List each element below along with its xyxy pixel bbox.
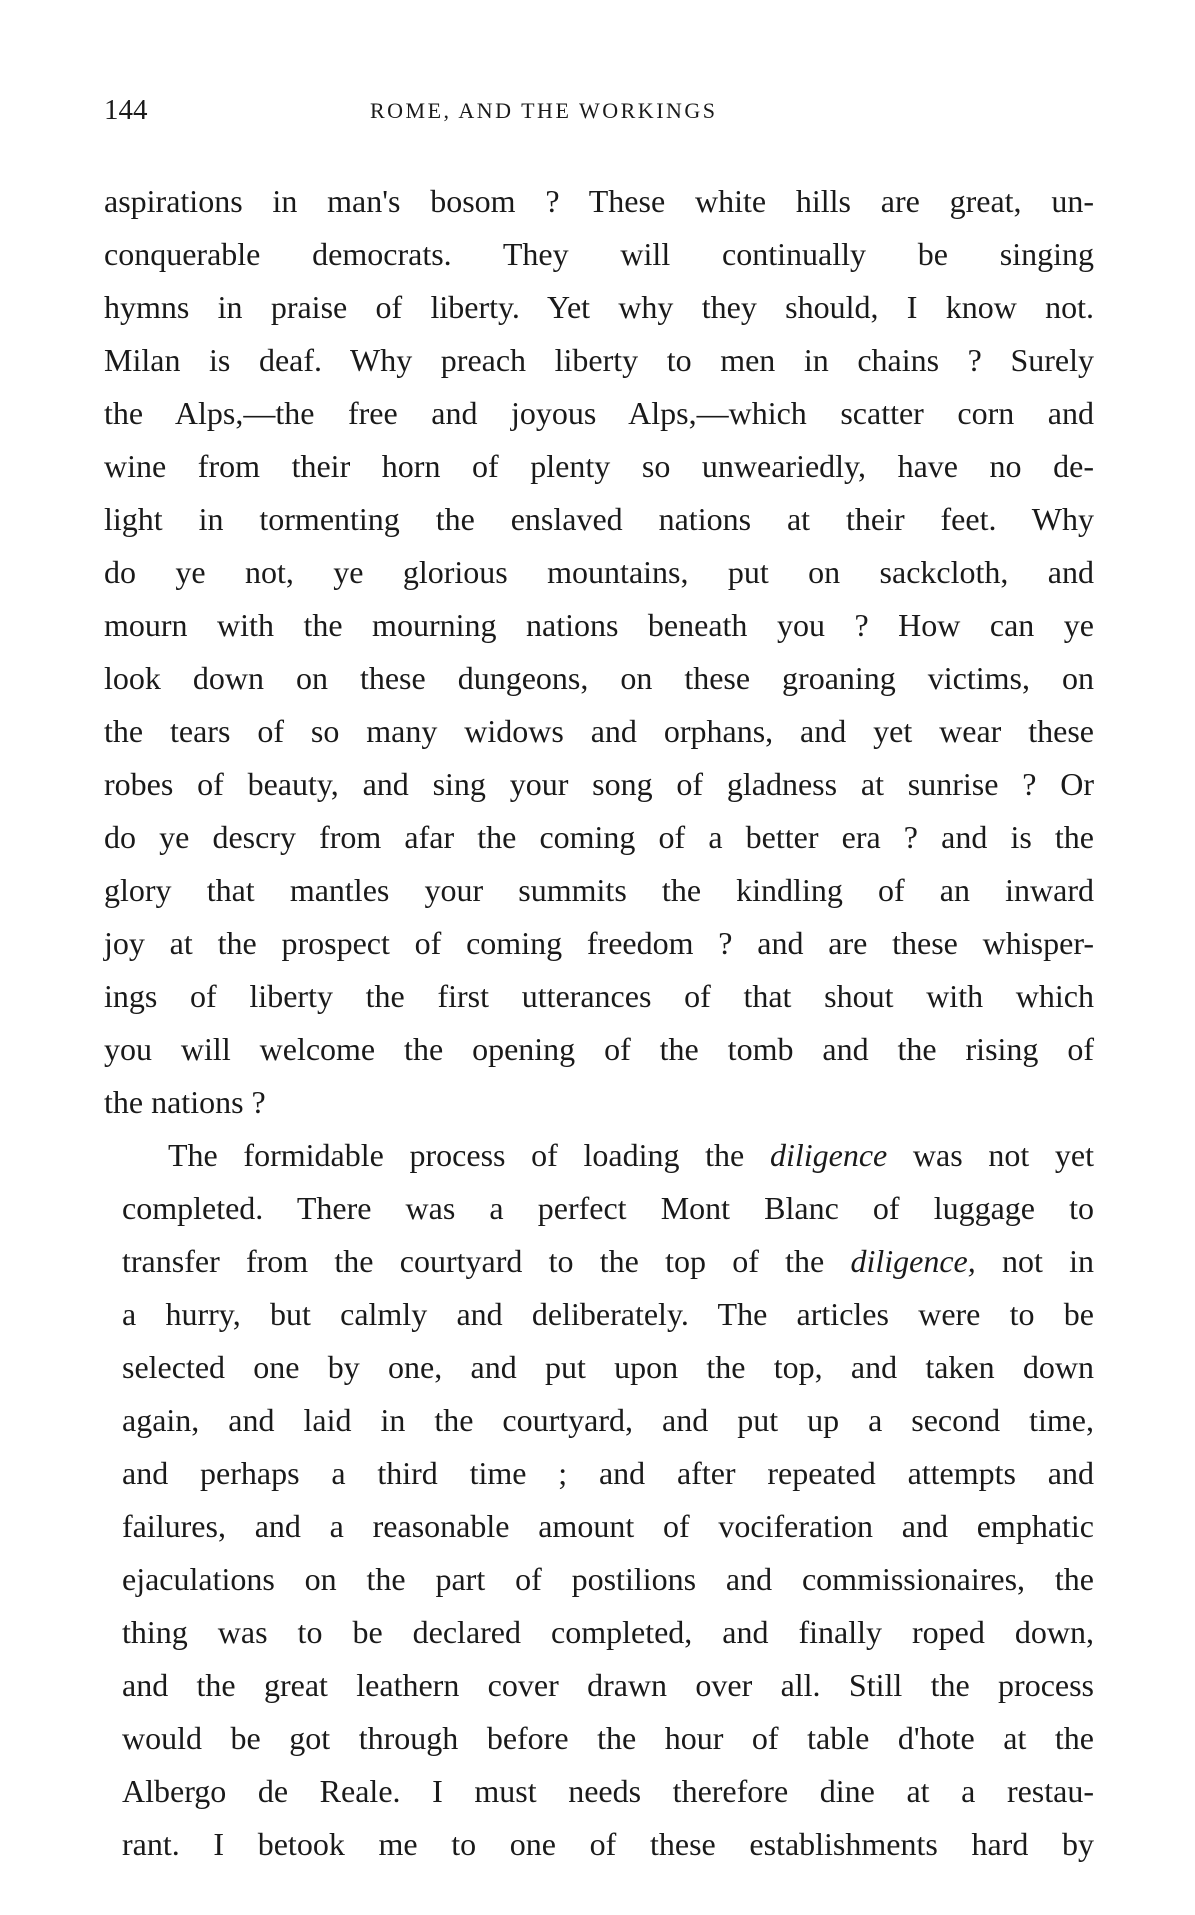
text-line: conquerable democrats. They will continually be singing xyxy=(104,236,1094,272)
paragraph-2 xyxy=(104,1129,1094,1871)
text-line: glory that mantles your summits the kindling of an inward xyxy=(104,872,1094,908)
text-line xyxy=(122,1235,1094,1288)
text-line: and perhaps a third time ; and after repeated attempts and xyxy=(122,1455,1094,1491)
italic-term: diligence, xyxy=(850,1243,976,1279)
text-line xyxy=(122,1129,1094,1182)
text-line: selected one by one, and put upon the top, and taken down xyxy=(122,1349,1094,1385)
text-line: and the great leathern cover drawn over all. Still the process xyxy=(122,1667,1094,1703)
text-line: the Alps,—the free and joyous Alps,—which scatter corn and xyxy=(104,395,1094,431)
text-line: the tears of so many widows and orphans, and yet wear these xyxy=(104,713,1094,749)
text-line: hymns in praise of liberty. Yet why they should, I know not. xyxy=(104,289,1094,325)
italic-term: diligence xyxy=(769,1137,888,1173)
text-line: thing was to be declared completed, and finally roped down, xyxy=(122,1614,1094,1650)
text-line: completed. There was a perfect Mont Blanc of luggage to xyxy=(122,1190,1094,1226)
text-segment: not in xyxy=(975,1243,1095,1279)
text-segment: transfer from the courtyard to the top of the xyxy=(122,1243,851,1279)
text-segment: was not yet xyxy=(887,1137,1095,1173)
text-line: do ye descry from afar the coming of a better era ? and is the xyxy=(104,819,1094,855)
text-line: would be got through before the hour of table d'hote at the xyxy=(122,1720,1094,1756)
text-line: aspirations in man's bosom ? These white hills are great, un- xyxy=(104,183,1094,219)
text-line: Albergo de Reale. I must needs therefore dine at a restau- xyxy=(122,1773,1094,1809)
text-line: light in tormenting the enslaved nations at their feet. Why xyxy=(104,501,1094,537)
text-line: Milan is deaf. Why preach liberty to men in chains ? Surely xyxy=(104,342,1094,378)
text-line: you will welcome the opening of the tomb and the rising of xyxy=(104,1031,1094,1067)
text-line: do ye not, ye glorious mountains, put on sackcloth, and xyxy=(104,554,1094,590)
text-line: mourn with the mourning nations beneath you ? How can ye xyxy=(104,607,1094,643)
body-text xyxy=(104,175,1094,1871)
text-line: the nations ? xyxy=(104,1084,266,1120)
text-line: ings of liberty the first utterances of that shout with which xyxy=(104,978,1094,1014)
running-head: ROME, AND THE WORKINGS xyxy=(370,98,718,123)
text-line: failures, and a reasonable amount of vociferation and emphatic xyxy=(122,1508,1094,1544)
text-line: look down on these dungeons, on these groaning victims, on xyxy=(104,660,1094,696)
text-line: a hurry, but calmly and deliberately. The articles were to be xyxy=(122,1296,1094,1332)
text-line: ejaculations on the part of postilions and commissionaires, the xyxy=(122,1561,1094,1597)
paragraph-1 xyxy=(104,175,1094,1129)
text-line: rant. I betook me to one of these establishments hard by xyxy=(122,1826,1094,1862)
page-number: 144 xyxy=(104,94,148,126)
text-line: robes of beauty, and sing your song of gladness at sunrise ? Or xyxy=(104,766,1094,802)
text-line: again, and laid in the courtyard, and put up a second time, xyxy=(122,1402,1094,1438)
text-line: joy at the prospect of coming freedom ? and are these whisper- xyxy=(104,925,1094,961)
text-line: wine from their horn of plenty so unweariedly, have no de- xyxy=(104,448,1094,484)
text-segment: The formidable process of loading the xyxy=(168,1137,770,1173)
